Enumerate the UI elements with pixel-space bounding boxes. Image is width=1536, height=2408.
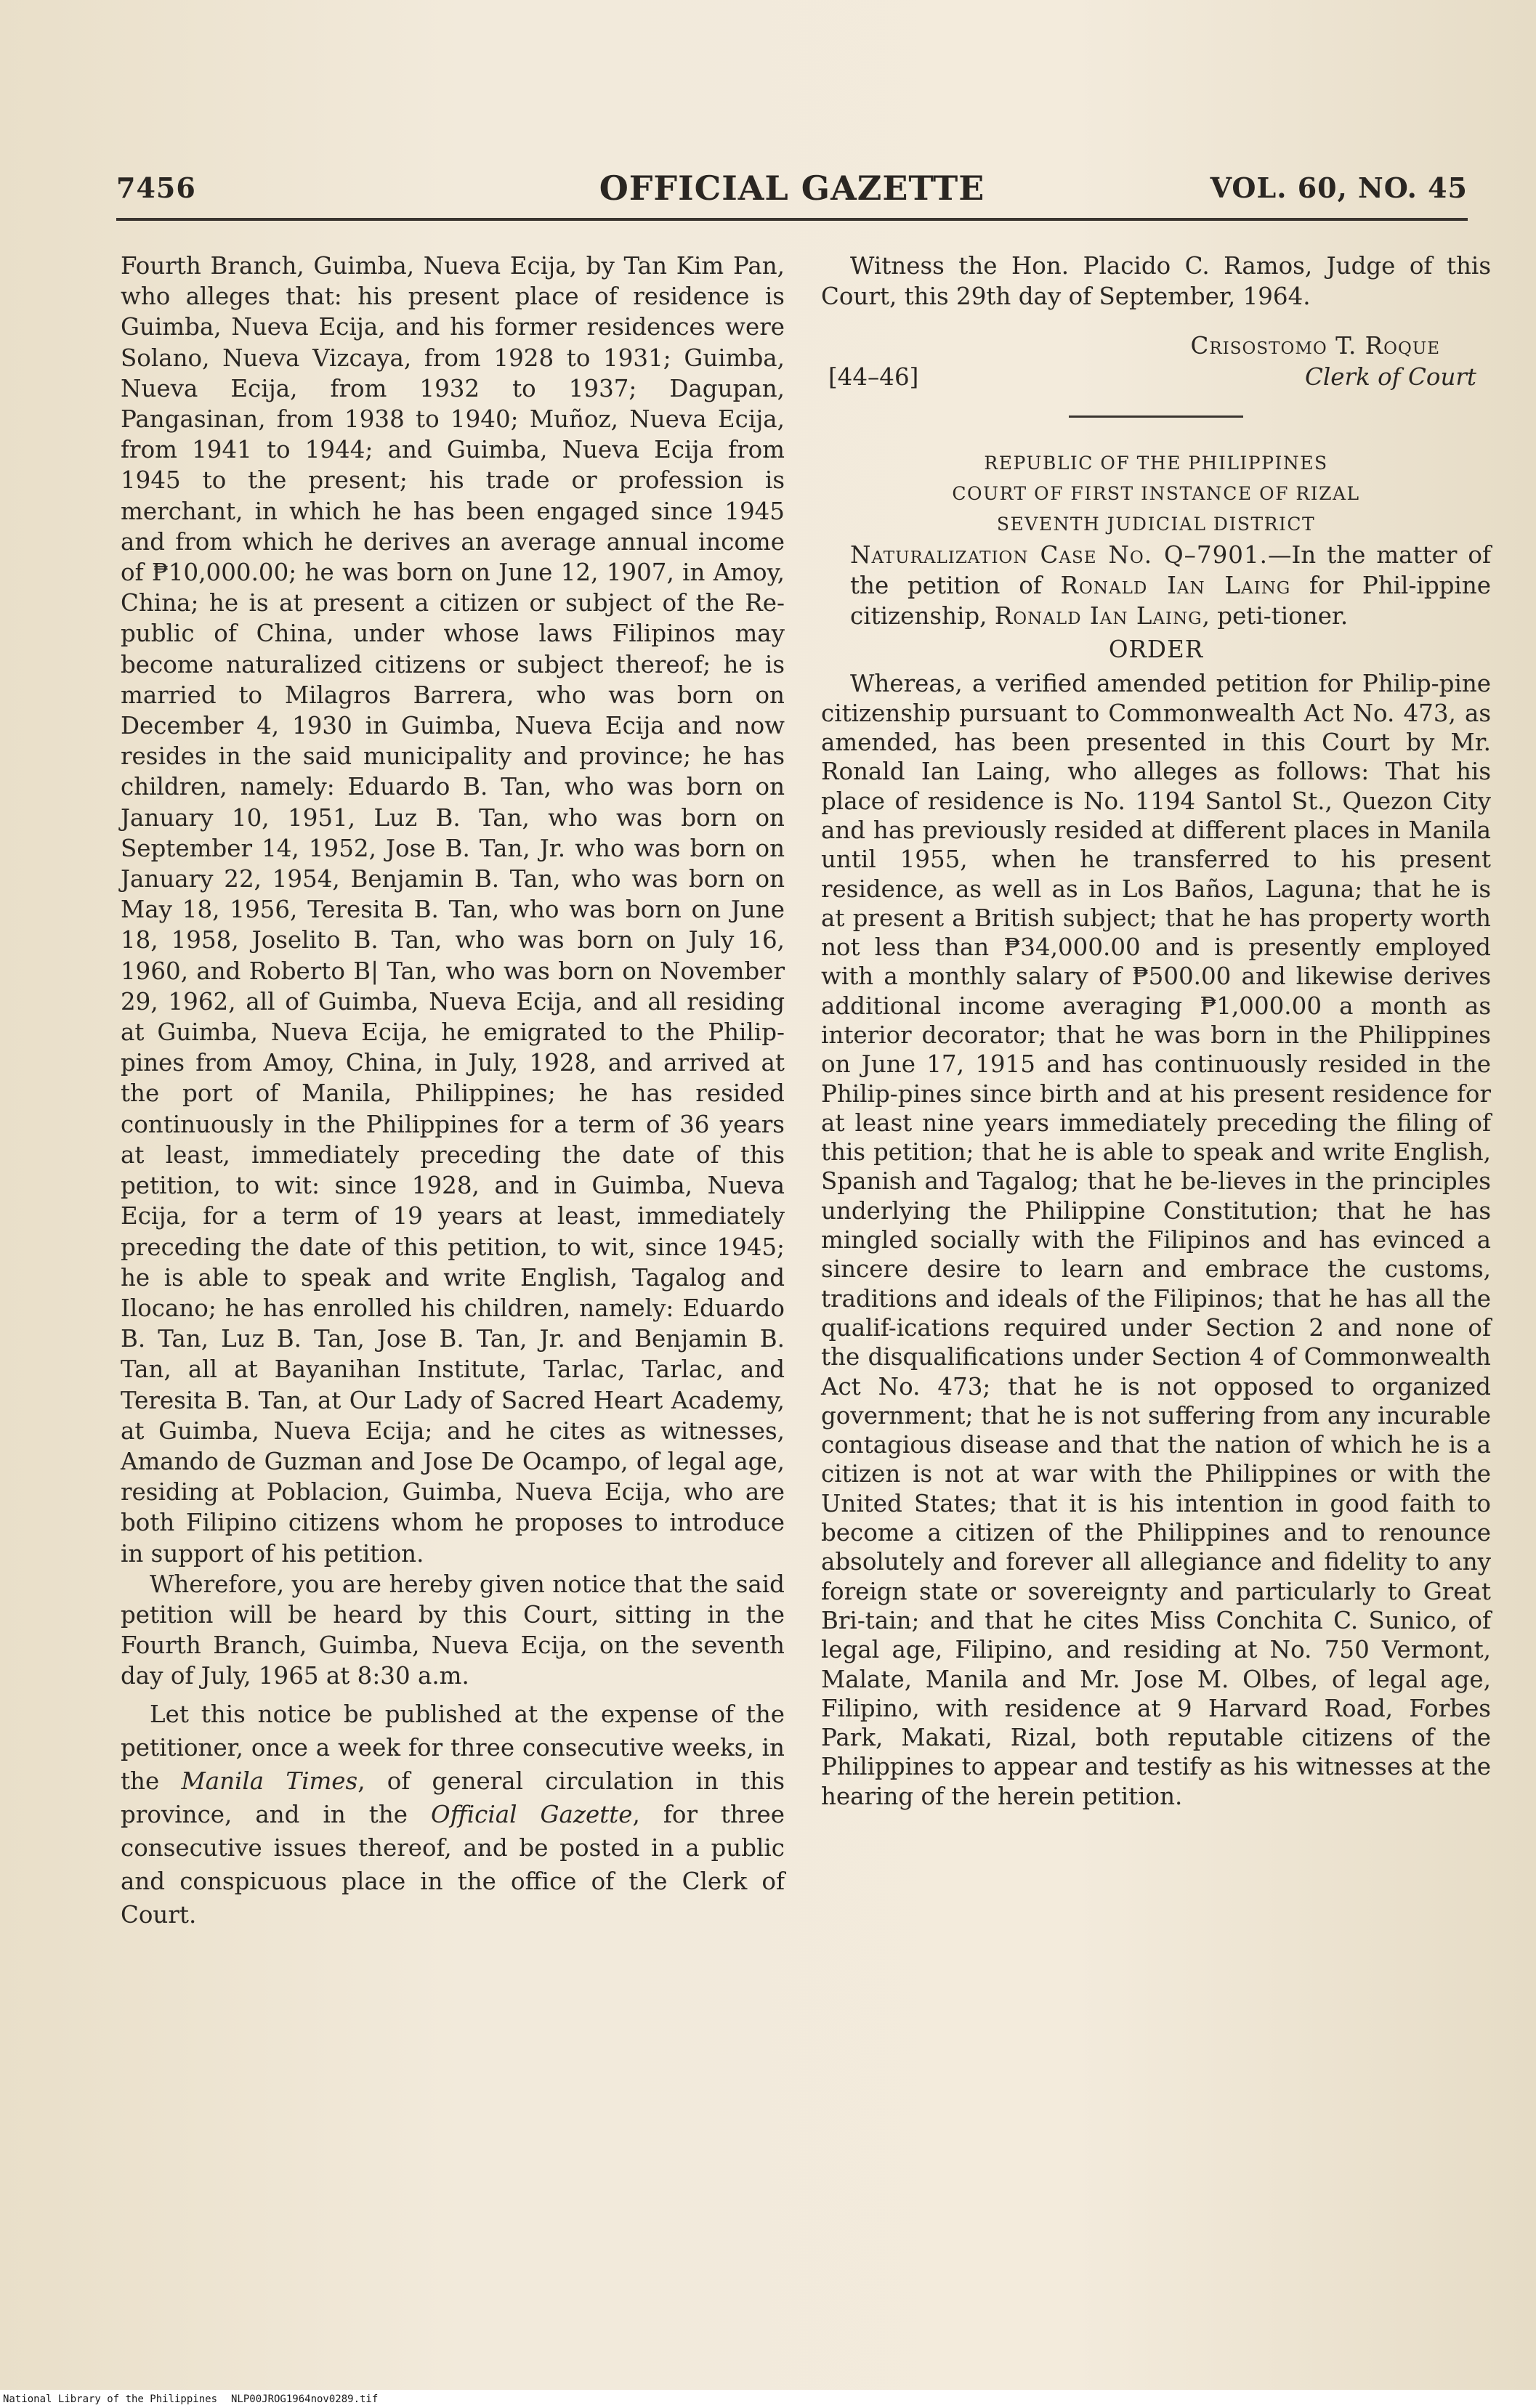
case-text-1: —In the matter of the petition of [850, 540, 1491, 599]
footer-source: National Library of the Philippines [3, 2393, 218, 2405]
page-number: 7456 [116, 171, 196, 204]
footer-file: NLP00JROG1964nov0289.tif [231, 2393, 379, 2405]
signatory-name: Crisostomo T. Roque [1190, 332, 1440, 360]
official-gazette: Official Gazette [431, 1800, 633, 1828]
notice-code: [44–46] [828, 362, 919, 391]
court-line-2: COURT OF FIRST INSTANCE OF RIZAL [952, 482, 1360, 504]
publication-text-2: , of general circulation in this province, and in the [121, 1767, 785, 1828]
wherefore-paragraph: Wherefore, you are hereby given notice that the said petition will be heard by this Court, sitting in the Fourth Branch, Guimba, Nueva Ecija, on the seventh day of July, 1965 at 8:30 a.m. [121, 1570, 785, 1690]
clerk-title: Clerk of Court [1305, 362, 1476, 391]
court-line-3: SEVENTH JUDICIAL DISTRICT [996, 513, 1316, 535]
case-caption [821, 540, 1491, 632]
publication-text-3: , for three consecutive issues thereof, and be posted in a public and conspicuous place in the office of the Clerk of Court. [121, 1800, 785, 1929]
case-text-2: for Phil-ippine citizenship, [850, 571, 1491, 631]
manila-times: Manila Times [181, 1767, 358, 1795]
signature-block [821, 331, 1491, 393]
witness-paragraph: Witness the Hon. Placido C. Ramos, Judge of this Court, this 29th day of September, 1964. [821, 252, 1491, 311]
case-label: Naturalization Case No. Q–7901. [850, 540, 1268, 569]
publication-text-1: Let this notice be published at the expense of the petitioner, once a week for three consecutive weeks, in the [121, 1700, 785, 1795]
publication-paragraph [121, 1698, 785, 1931]
court-line-1: REPUBLIC OF THE PHILIPPINES [984, 452, 1328, 474]
scan-footer [0, 2390, 1536, 2408]
petitioner-name: Ronald Ian Laing [1060, 571, 1291, 599]
left-column [121, 251, 785, 1931]
case-text-3: , peti-tioner. [1202, 602, 1349, 631]
petitioner-name-2: Ronald Ian Laing [994, 602, 1202, 631]
header-rule [116, 218, 1468, 221]
order-paragraph: Whereas, a verified amended petition for Philip-pine citizenship pursuant to Commonwealth Act No. 473, as amended, has been presented in this Court by Mr. Ronald Ian Laing, who alleges as follows: That his place of residence is No. 1194 Santol St., Quezon City and has previously resided at different places in Manila until 1955, when he transferred to his present residence, as well as in Los Baños, Laguna; that he is at present a British subject; that he has property worth not less than ₱34,000.00 and is presently employed with a monthly salary of ₱500.00 and likewise derives additional income averaging ₱1,000.00 a month as interior decorator; that he was born in the Philippines on June 17, 1915 and has continuously resided in the Philip-pines since birth and at his present residence for at least nine years immediately preceding the filing of this petition; that he is able to speak and write English, Spanish and Tagalog; that he be-lieves in the principles underlying the Philippine Constitution; that he has mingled socially with the Filipinos and has evinced a sincere desire to learn and embrace the customs, traditions and ideals of the Filipinos; that he has all the qualif-ications required under Section 2 and none of the disqualifications under Section 4 of Commonwealth Act No. 473; that he is not opposed to organized government; that he is not suffering from any incurable contagious disease and that the nation of which he is a citizen is not at war with the Philippines or with the United States; that it is his intention in good faith to become a citizen of the Philippines and to renounce absolutely and forever all allegiance and fidelity to any foreign state or sovereignty and particularly to Great Bri-tain; and that he cites Miss Conchita C. Sunico, of legal age, Filipino, and residing at No. 750 Vermont, Malate, Manila and Mr. Jose M. Olbes, of legal age, Filipino, with residence at 9 Harvard Road, Forbes Park, Makati, Rizal, both reputable citizens of the Philippines to appear and testify as his witnesses at the hearing of the herein petition. [821, 670, 1491, 1810]
section-divider [1069, 415, 1243, 418]
publication-title: OFFICIAL GAZETTE [599, 169, 985, 208]
order-heading: ORDER [1108, 636, 1204, 664]
volume-number: VOL. 60, NO. 45 [1210, 171, 1468, 204]
petition-paragraph: Fourth Branch, Guimba, Nueva Ecija, by Tan Kim Pan, who alleges that: his present place of residence is Guimba, Nueva Ecija, and his former residences were Solano, Nueva Vizcaya, from 1928 to 1931; Guimba, Nueva Ecija, from 1932 to 1937; Dagupan, Pangasinan, from 1938 to 1940; Muñoz, Nueva Ecija, from 1941 to 1944; and Guimba, Nueva Ecija from 1945 to the present; his trade or profession is merchant, in which he has been engaged since 1945 and from which he derives an average annual income of ₱10,000.00; he was born on June 12, 1907, in Amoy, China; he is at present a citizen or subject of the Re-public of China, under whose laws Filipinos may become naturalized citizens or subject thereof; he is married to Milagros Barrera, who was born on December 4, 1930 in Guimba, Nueva Ecija and now resides in the said municipality and province; he has children, namely: Eduardo B. Tan, who was born on January 10, 1951, Luz B. Tan, who was born on September 14, 1952, Jose B. Tan, Jr. who was born on January 22, 1954, Benjamin B. Tan, who was born on May 18, 1956, Teresita B. Tan, who was born on June 18, 1958, Joselito B. Tan, who was born on July 16, 1960, and Roberto B| Tan, who was born on November 29, 1962, all of Guimba, Nueva Ecija, and all residing at Guimba, Nueva Ecija, he emigrated to the Philip-pines from Amoy, China, in July, 1928, and arrived at the port of Manila, Philippines; he has resided continuously in the Philippines for a term of 36 years at least, immediately preceding the date of this petition, to wit: since 1928, and in Guimba, Nueva Ecija, for a term of 19 years at least, immediately preceding the date of this petition, to wit, since 1945; he is able to speak and write English, Tagalog and Ilocano; he has enrolled his children, namely: Eduardo B. Tan, Luz B. Tan, Jose B. Tan, Jr. and Benjamin B. Tan, all at Bayanihan Institute, Tarlac, Tarlac, and Teresita B. Tan, at Our Lady of Sacred Heart Academy, at Guimba, Nueva Ecija; and he cites as witnesses, Amando de Guzman and Jose De Ocampo, of legal age, residing at Poblacion, Guimba, Nueva Ecija, who are both Filipino citizens whom he proposes to introduce in support of his petition. [121, 252, 785, 1568]
page-header [116, 166, 1468, 216]
right-column [821, 251, 1491, 1811]
